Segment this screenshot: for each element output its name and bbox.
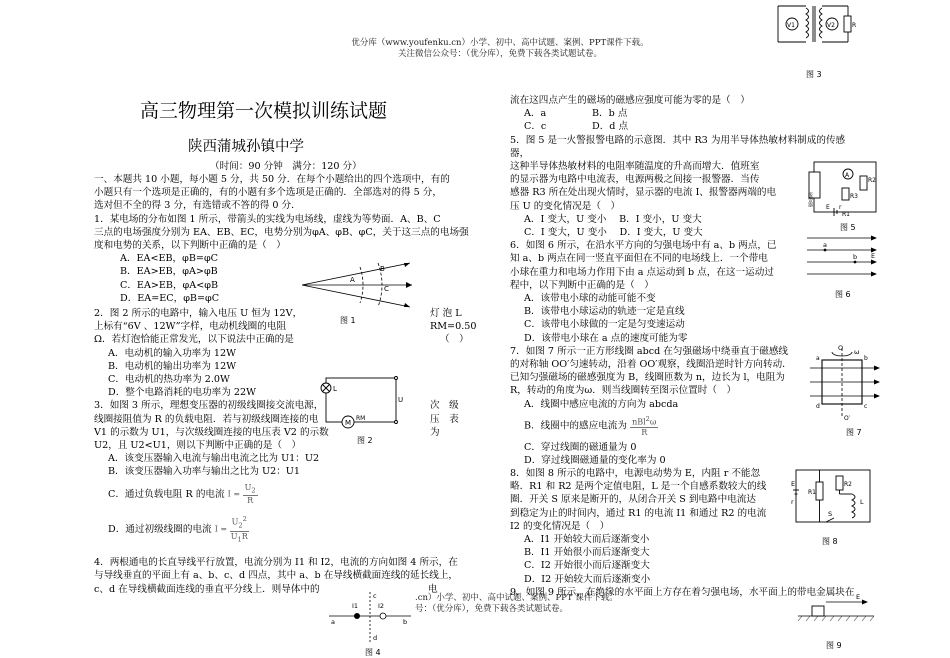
q6-stem: 知 a、b 两点在同一竖直平面但在不同的电场线上．一个带电 xyxy=(510,253,768,265)
fig7-label: ω xyxy=(854,348,860,356)
q3-option-a: A．该变压器输入电流与输出电流之比为 U1：U2 xyxy=(108,453,320,465)
fig4-label: c xyxy=(373,592,377,600)
q9-stem: 9．如图 9 所示，在绝缘的水平面上方存在着匀强电场，水平面上的带电金属块在 xyxy=(510,586,855,598)
header-line-2: 关注微信公众号：（优分库），免费下载各类试题试卷。 xyxy=(397,49,602,59)
footer-line-1: .cn）小学、初中、高中试题、案例、PPT 课件下载。 xyxy=(415,593,618,603)
fig8-label: r xyxy=(791,498,794,506)
q6-stem: 程中，以下判断中正确的是（ ） xyxy=(510,279,654,291)
fig8-label: R1 xyxy=(808,489,816,496)
intro-line: 小题只有一个选项是正确的，有的小题有多个选项是正确的．全部选对的得 5 分， xyxy=(94,187,442,199)
q1-option-b: B．EA>EB，φA>φB xyxy=(120,266,218,278)
q5-stem: 5．图 5 是一火警报警电路的示意图．其中 R3 为用半导体热敏材料制成的传感器， xyxy=(510,134,846,159)
q4-stem-continued: 流在这四点产生的磁场的磁感应强度可能为零的是（ ） xyxy=(510,95,750,106)
fig7-label: d xyxy=(816,403,820,410)
q6-option-b: B．该带电小球运动的轨迹一定是直线 xyxy=(524,306,685,318)
q1-stem: 度和电势的关系，以下判断中正确的是（ ） xyxy=(94,240,286,252)
q2-stem: 2．图 2 所示的电路中，输入电压 U 恒为 12V， 灯 泡 L xyxy=(94,308,462,320)
q1-stem: 三点的电场强度分别为 EA、EB、EC，电势分别为φA、φB、φC，关于这三点的电场强 xyxy=(94,226,469,238)
fig5-label: R2 xyxy=(868,177,876,184)
school-name: 陕西蒲城孙镇中学 xyxy=(188,139,304,155)
q6-option-a: A．该带电小球的动能可能不变 xyxy=(524,293,656,305)
q6-option-d: D．该带电小球在 a 点的速度可能为零 xyxy=(524,332,688,344)
figure-5-alarm-circuit xyxy=(808,158,880,220)
q8-stem: 8．如图 8 所示的电路中，电源电动势为 E，内阻 r 不能忽 xyxy=(510,467,761,479)
formula-nbl2w-over-r: nBl$^2$ω R xyxy=(632,414,657,437)
page-header xyxy=(300,38,700,60)
fig3-label: V2 xyxy=(827,22,835,29)
q7-option-b: B．线圈中的感应电流为 nBl$^2$ω R xyxy=(524,414,657,437)
fig6-label: E xyxy=(871,252,876,260)
fig5-label: A xyxy=(845,172,850,179)
q2-option-a: A．电动机的输入功率为 12W xyxy=(108,347,236,359)
q8-stem: I2 的变化情况是（ ） xyxy=(510,520,610,532)
q2-stem: Ω．若灯泡恰能正常发光，以下说法中正确的是 （ ） xyxy=(94,334,469,346)
q3-option-c: C．通过负载电阻 R 的电流 I = $\frac{U_2}{R}$ xyxy=(108,482,256,506)
caption-fig9: 图 9 xyxy=(826,641,842,650)
q1-stem: 1．某电场的分布如图 1 所示，带箭头的实线为电场线，虚线为等势面．A、B、C xyxy=(94,213,441,225)
q5-stem: 的显示器为电路中电流表，电源两极之间接一报警器．当传 xyxy=(510,174,760,186)
figure-6-uniform-field xyxy=(805,230,881,284)
fig2-label: L xyxy=(333,385,337,393)
fig8-label: E xyxy=(791,480,796,488)
fig5-label: R3 xyxy=(850,193,858,200)
exam-title: 高三物理第一次模拟训练试题 xyxy=(140,100,388,122)
q8-stem: 到稳定为止的时间内，通过 R1 的电流 I1 和通过 R2 的电流 xyxy=(510,507,767,519)
q3-option-b: B．该变压器输入功率与输出之比为 U2：U1 xyxy=(108,466,300,478)
fig4-label: b xyxy=(403,618,408,626)
q1-option-a: A．EA<EB，φB=φC xyxy=(120,253,219,265)
q1-option-d: D．EA=EC，φB=φC xyxy=(120,292,220,304)
fig6-label: a xyxy=(823,241,827,249)
caption-fig3: 图 3 xyxy=(806,70,822,79)
q4-options: A．a B．b 点 xyxy=(524,108,628,120)
q6-stem: 小球在重力和电场力作用下由 a 点运动到 b 点，在这一运动过 xyxy=(510,266,774,278)
fig4-label: a xyxy=(331,618,335,626)
q7-option-a: A．线圈中感应电流的方向为 abcda xyxy=(524,398,679,410)
figure-8-inductor-circuit xyxy=(790,464,876,530)
q5-options-ab: A．I 变大，U 变小 B．I 变小，U 变大 xyxy=(524,213,702,225)
q7-option-d: D．穿过线圈磁通量的变化率为 0 xyxy=(524,454,666,466)
fig7-label: a xyxy=(816,355,820,362)
q8-stem: 略．R1 和 R2 是两个定值电阻，L 是一个自感系数较大的线 xyxy=(510,481,767,493)
figure-4-parallel-wires xyxy=(325,588,415,646)
q2-option-c: C．电动机的热功率为 2.0W xyxy=(108,374,230,386)
caption-fig6: 图 6 xyxy=(835,290,851,299)
q2-stem: 上标有“6V 、12W”字样，电动机线圈的电阻 RM=0.50 xyxy=(94,321,477,333)
time-info: （时间：90 分钟 满分：120 分） xyxy=(210,161,362,172)
q7-stem: 的对称轴 OO′匀速转动，沿着 OO′观察，线圈沿逆时针方向转动． xyxy=(510,359,792,371)
q6-option-c: C．该带电小球做的一定是匀变速运动 xyxy=(524,319,685,331)
fig5-label: 报警器 xyxy=(807,192,813,207)
caption-fig8: 图 8 xyxy=(822,537,838,546)
q3-stem: V1 的示数为 U1，与次级线圈连接的电压表 V2 的示数 为 xyxy=(94,426,440,438)
q1-option-c: C．EA>EB，φA<φB xyxy=(120,279,219,291)
intro-line: 选对但不全的得 3 分，有选错或不答的得 0 分． xyxy=(94,200,301,212)
q6-stem: 6．如图 6 所示，在沿水平方向的匀强电场中有 a、b 两点，已 xyxy=(510,240,777,252)
caption-fig2: 图 2 xyxy=(357,436,373,445)
q8-option-c: C．I2 开始很小而后逐渐变大 xyxy=(524,560,650,572)
fig3-label: R xyxy=(852,22,857,29)
fig4-label: d xyxy=(373,634,378,642)
fig7-label: O′ xyxy=(844,415,851,422)
figure-1-electric-field xyxy=(300,255,420,313)
q5-stem: 这种半导体热敏材料的电阻率随温度的升高而增大．值班室 xyxy=(510,161,760,173)
fig6-label: b xyxy=(853,253,858,261)
fig8-label: L xyxy=(860,498,864,506)
q7-stem: R，转动的角度为ω．则当线圈转至图示位置时（ ） xyxy=(510,385,737,397)
fig1-label: B xyxy=(380,265,385,273)
figure-3-transformer xyxy=(776,2,856,62)
fig1-label: A xyxy=(350,276,355,284)
fig3-label: V1 xyxy=(787,22,795,29)
q3-option-d: D．通过初级线圈的电流 I = $\frac{U_2^2}{U_1R}$ xyxy=(108,515,248,544)
fig8-label: R2 xyxy=(844,481,852,488)
q4-stem: 与导线垂直的平面上有 a、b、c、d 四点，其中 a、b 在导线横截面连线的延长线上， xyxy=(94,570,459,582)
formula-i-u2-over-r: I = $\frac{U_2}{R}$ xyxy=(227,482,256,506)
fig9-label: E xyxy=(856,593,861,601)
q4-options: C．c D．d 点 xyxy=(524,121,629,133)
q7-option-c: C．穿过线圈的磁通量为 0 xyxy=(524,441,637,453)
figure-9-block-on-surface xyxy=(796,592,878,624)
q7-stem: 7．如图 7 所示一正方形线圈 abcd 在匀强磁场中绕垂直于磁感线 xyxy=(510,345,789,357)
fig4-label: I1 xyxy=(352,602,359,610)
fig7-label: c xyxy=(864,403,868,410)
page-footer xyxy=(415,593,618,615)
caption-fig5: 图 5 xyxy=(840,223,856,232)
q2-option-b: B．电动机的输出功率为 12W xyxy=(108,360,237,372)
q4-stem: 4．两根通电的长直导线平行放置，电流分别为 I1 和 I2，电流的方向如图 4 所示，在 xyxy=(94,557,458,569)
left-column xyxy=(94,173,498,596)
figure-2-circuit xyxy=(318,370,408,434)
q8-option-b: B．I1 开始很小而后逐渐变大 xyxy=(524,547,650,559)
caption-fig4: 图 4 xyxy=(365,648,381,657)
q8-option-a: A．I1 开始较大而后逐渐变小 xyxy=(524,533,650,545)
q2-option-d: D．整个电路消耗的电功率为 22W xyxy=(108,387,256,399)
q3-stem: 3．如图 3 所示，理想变压器的初级线圈接交流电源， 次 级 xyxy=(94,400,459,412)
fig5-label: r xyxy=(839,204,842,211)
header-line-1: 优分库（www.youfenku.cn）小学、初中、高中试题、案例、PPT课件下载。 xyxy=(351,38,649,48)
q8-stem: 圈．开关 S 原来是断开的，从闭合开关 S 到电路中电流达 xyxy=(510,494,756,506)
q5-stem: 感器 R3 所在处出现火情时，显示器的电流 I、报警器两端的电 xyxy=(510,187,777,199)
caption-fig1: 图 1 xyxy=(340,316,356,325)
q3-stem: U2，且 U2<U1，则以下判断中正确的是（ ） xyxy=(94,440,302,452)
fig2-label: RM xyxy=(356,415,366,422)
fig2-label: M xyxy=(345,419,352,427)
fig7-label: O xyxy=(838,344,844,352)
q4-stem: c、d 在导线横截面连线的垂直平分线上．则导体中的 电 xyxy=(94,583,438,595)
fig7-label: b xyxy=(864,355,868,362)
q7-stem: 已知匀强磁场的磁感强度为 B，线圈匝数为 n，边长为 l，电阻为 xyxy=(510,372,785,384)
q5-options-cd: C．I 变大，U 变小 D．I 变大，U 变大 xyxy=(524,227,703,239)
footer-line-2: 号：（优分库），免费下载各类试题试卷。 xyxy=(415,604,569,614)
formula-i-u2sq-over-u1r: I = $\frac{U_2^2}{U_1R}$ xyxy=(214,515,248,544)
fig2-label: U xyxy=(398,396,404,404)
q8-option-d: D．I2 开始较大而后逐渐变小 xyxy=(524,573,651,585)
fig8-label: S xyxy=(828,510,833,518)
q3-stem: 线圈接阻值为 R 的负载电阻．若与初级线圈连接的电 压 表 xyxy=(94,413,459,425)
fig5-label: E xyxy=(826,204,830,211)
fig5-label: R1 xyxy=(842,211,850,218)
q5-stem: 压 U 的变化情况是（ ） xyxy=(510,200,621,212)
fig1-label: C xyxy=(384,285,389,293)
fig4-label: I2 xyxy=(378,602,385,610)
caption-fig7: 图 7 xyxy=(846,428,862,437)
intro-line: 一、本题共 10 小题，每小题 5 分，共 50 分．在每个小题给出的四个选项中，有的 xyxy=(94,174,450,185)
figure-7-rotating-coil xyxy=(808,344,880,422)
